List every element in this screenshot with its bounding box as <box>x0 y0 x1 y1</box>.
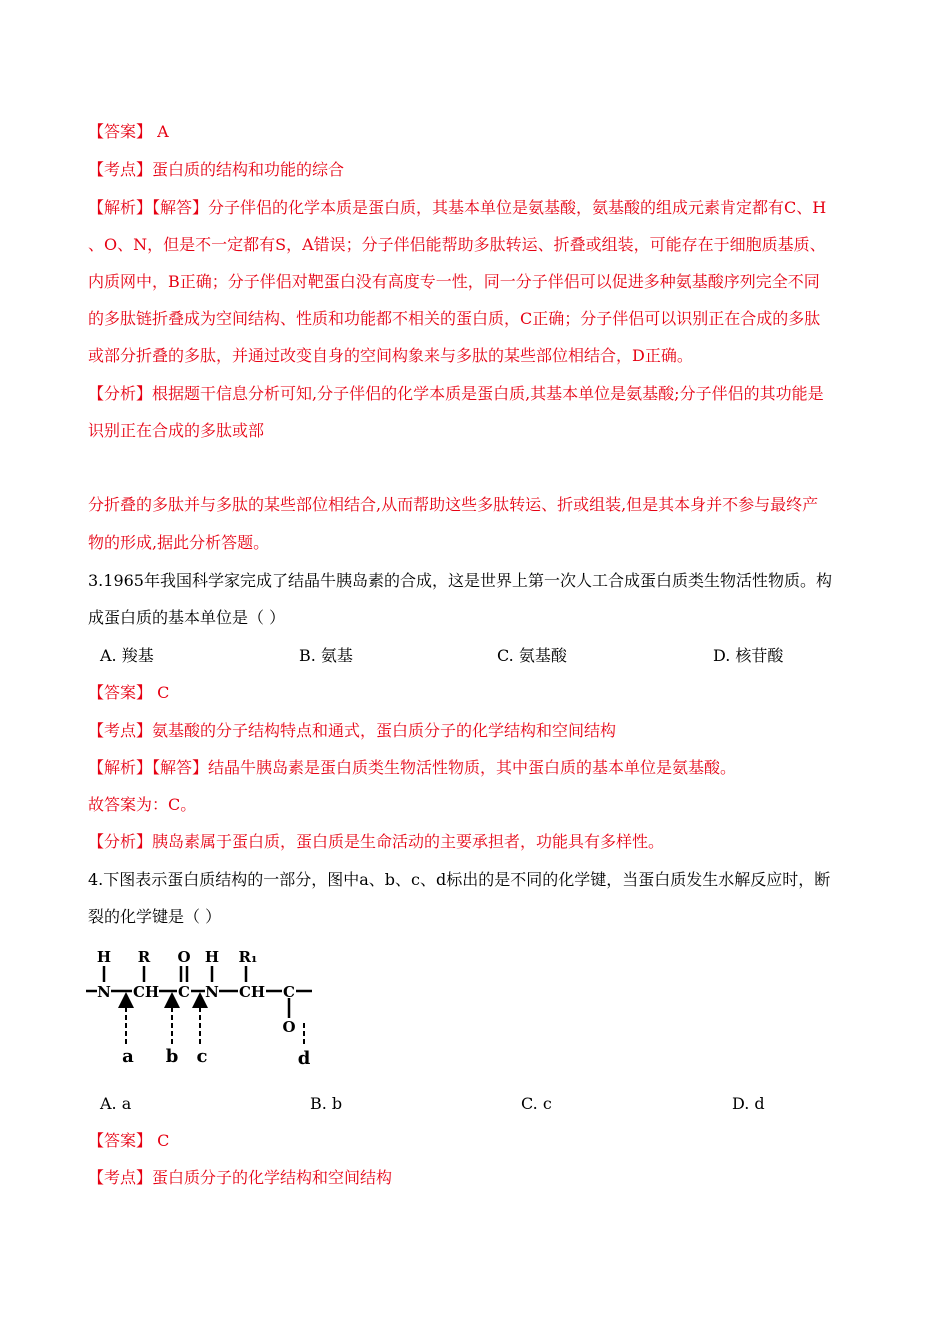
q2-answer: 【答案】 A <box>88 122 169 141</box>
atom-ch-2: CH <box>238 983 266 1001</box>
q2-explain-line: 内质网中，B正确；分子伴侣对靶蛋白没有高度专一性，同一分子伴侣可以促进多种氨基酸序列完全不同 <box>88 272 820 291</box>
q4-option-c: C. c <box>521 1094 552 1113</box>
q2-analysis-line: 物的形成,据此分析答题。 <box>88 533 270 552</box>
q3-conclusion: 故答案为：C。 <box>88 795 197 814</box>
atom-r1: R₁ <box>238 948 258 966</box>
atom-r: R <box>137 948 151 966</box>
atom-h-2: H <box>204 948 220 966</box>
atom-o-top: O <box>177 948 191 966</box>
bond-label-b: b <box>165 1046 179 1067</box>
q2-analysis-line: 识别正在合成的多肽或部 <box>88 421 265 440</box>
q3-option-b: B. 氨基 <box>299 646 353 665</box>
atom-n-2: N <box>205 983 219 1001</box>
q4-topic: 【考点】蛋白质分子的化学结构和空间结构 <box>88 1168 393 1187</box>
q4-option-a: A. a <box>100 1094 132 1113</box>
q3-option-a: A. 羧基 <box>100 646 154 665</box>
q3-stem-line: 3.1965年我国科学家完成了结晶牛胰岛素的合成，这是世界上第一次人工合成蛋白质类生物活性物质。构 <box>88 571 832 590</box>
q2-explain-line: 【解析】【解答】分子伴侣的化学本质是蛋白质，其基本单位是氨基酸，氨基酸的组成元素肯定都有C、H <box>88 198 827 217</box>
q4-option-b: B. b <box>310 1094 343 1113</box>
q2-explain-line: 、O、N，但是不一定都有S，A错误；分子伴侣能帮助多肽转运、折叠或组装，可能存在于细胞质基质、 <box>88 235 826 254</box>
q3-analysis: 【分析】胰岛素属于蛋白质，蛋白质是生命活动的主要承担者，功能具有多样性。 <box>88 832 665 851</box>
q2-analysis-line: 分折叠的多肽并与多肽的某些部位相结合,从而帮助这些多肽转运、折或组装,但是其本身并不参与最终产 <box>88 495 819 514</box>
q2-topic: 【考点】蛋白质的结构和功能的综合 <box>88 160 345 179</box>
q3-topic: 【考点】氨基酸的分子结构特点和通式，蛋白质分子的化学结构和空间结构 <box>88 721 617 740</box>
atom-h-1: H <box>96 948 112 966</box>
atom-c-2: C <box>283 983 295 1001</box>
q3-stem-line: 成蛋白质的基本单位是（ ） <box>88 608 286 627</box>
q3-option-c: C. 氨基酸 <box>497 646 567 665</box>
q3-option-d: D. 核苷酸 <box>713 646 784 665</box>
bond-label-d: d <box>297 1048 311 1069</box>
atom-n-1: N <box>97 983 111 1001</box>
bond-label-a: a <box>122 1046 134 1067</box>
atom-ch-1: CH <box>132 983 160 1001</box>
peptide-structure-figure <box>86 940 326 1070</box>
q3-explain: 【解析】【解答】结晶牛胰岛素是蛋白质类生物活性物质，其中蛋白质的基本单位是氨基酸。 <box>88 758 737 777</box>
q2-analysis-line: 【分析】根据题干信息分析可知,分子伴侣的化学本质是蛋白质,其基本单位是氨基酸;分子伴侣的其功能是 <box>88 384 824 403</box>
q4-stem-line: 4.下图表示蛋白质结构的一部分，图中a、b、c、d标出的是不同的化学键，当蛋白质发生水解反应时，断 <box>88 870 831 889</box>
bond-label-c: c <box>196 1046 208 1067</box>
q4-answer: 【答案】 C <box>88 1131 170 1150</box>
atom-c-1: C <box>178 983 190 1001</box>
q2-explain-line: 或部分折叠的多肽，并通过改变自身的空间构象来与多肽的某些部位相结合，D正确。 <box>88 346 693 365</box>
q4-stem-line: 裂的化学键是（ ） <box>88 907 222 926</box>
atom-o-side: O <box>282 1018 296 1036</box>
q3-answer: 【答案】 C <box>88 683 170 702</box>
q2-explain-line: 的多肽链折叠成为空间结构、性质和功能都不相关的蛋白质，C正确；分子伴侣可以识别正在合成的多肽 <box>88 309 821 328</box>
q4-option-d: D. d <box>732 1094 765 1113</box>
